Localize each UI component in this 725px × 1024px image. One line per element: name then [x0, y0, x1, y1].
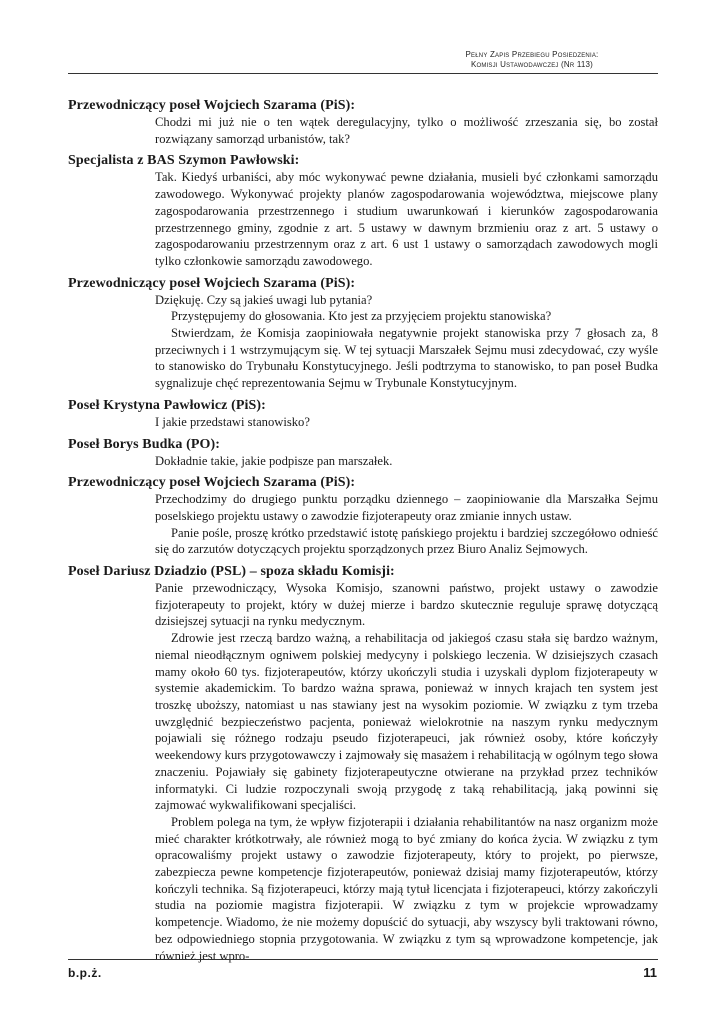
transcript-body	[68, 97, 658, 969]
speech-paragraph: Panie przewodniczący, Wysoka Komisjo, szanowni państwo, projekt ustawy o zawodzie fizjoterapeuty to projekt, który w dużej mierze i bardzo skutecznie reguluje sprawę dotyczącą dzisiejszej sytuacji na rynku medycznym.	[155, 581, 658, 629]
speaker-block	[68, 397, 658, 431]
speaker-name: Poseł Dariusz Dziadzio (PSL) – spoza składu Komisji:	[68, 564, 395, 580]
speech-paragraph: Przechodzimy do drugiego punktu porządku dziennego – zaopiniowanie dla Marszałka Sejmu poselskiego projektu ustawy o zawodzie fizjoterapeuty oraz zmianie innych ustaw.	[155, 492, 658, 523]
speech-paragraph: Panie pośle, proszę krótko przedstawić istotę pańskiego projektu i bardziej szczegółowo odnieść się do zarzutów dotyczących projektu sporządzonych przez Biuro Analiz Sejmowych.	[155, 525, 658, 557]
speech-paragraph: Chodzi mi już nie o ten wątek deregulacyjny, tylko o możliwość zrzeszania się, bo został rozwiązany samorząd urbanistów, tak?	[155, 115, 658, 146]
footer-divider	[68, 959, 658, 960]
speaker-name: Poseł Borys Budka (PO):	[68, 436, 221, 452]
header-title-line: Pełny Zapis Przebiegu Posiedzenia:	[465, 50, 599, 59]
header-committee-line: Komisji Ustawodawczej (Nr 113)	[470, 60, 594, 69]
speaker-name: Specjalista z BAS Szymon Pawłowski:	[68, 153, 300, 169]
speaker-name: Przewodniczący poseł Wojciech Szarama (PiS):	[68, 475, 356, 491]
page-header	[68, 50, 658, 70]
speech-paragraph: Zdrowie jest rzeczą bardzo ważną, a rehabilitacja od jakiegoś czasu stała się bardzo ważnym, niemal nieodłącznym ogniwem polskiej medycyny i polskiego leczenia. W dzisiejszych czasach mamy około 60 tys. fizjoterapeutów, którzy ukończyli studia i uzyskali dyplom fizjoterapeuty w systemie akademickim. To bardzo ważna sprawa, ponieważ w innych krajach ten system jest troszkę uboższy, natomiast u nas stawiany jest na wysokim poziomie. W związku z tym trzeba uwzględnić bezpieczeństwo pacjenta, ponieważ wielokrotnie na naszym rynku medycznym pojawiali się różnego rodzaju pseudo fizjoterapeuci, jak również osoby, które kończyły weekendowy kurs przygotowawczy i zajmowały się masażem i rehabilitacją w ogólnym tego słowa znaczeniu. Pojawiały się gabinety fizjoterapeutyczne otwierane na przykład przez techników informatyki. Ci ludzie rozpoczynali swoją przygodę z taką rehabilitacją, jaką powinni się zajmować wykwalifikowani specjaliści.	[155, 631, 658, 813]
speaker-block	[68, 275, 658, 392]
speaker-name: Poseł Krystyna Pawłowicz (PiS):	[68, 397, 266, 413]
speech	[155, 580, 658, 964]
page-number: 11	[643, 965, 657, 980]
speech-paragraph: I jakie przedstawi stanowisko?	[155, 414, 310, 429]
speech	[155, 491, 658, 558]
speaker-block	[68, 152, 658, 269]
footer-marker: b.p.ż.	[68, 966, 102, 980]
speech	[155, 169, 658, 269]
speech	[155, 114, 658, 147]
speech	[155, 292, 658, 392]
speech-paragraph: Stwierdzam, że Komisja zaopiniowała negatywnie projekt stanowiska przy 7 głosach za, 8 przeciwnych i 1 wstrzymującym się. W tej sytuacji Marszałek Sejmu musi zdecydować, czy wyśle to stanowisko do Trybunału Konstytucyjnego. Jeśli podtrzyma to stanowisko, to pan poseł Budka sygnalizuje chęć reprezentowania Sejmu w Trybunale Konstytucyjnym.	[155, 326, 658, 391]
speech-paragraph: Dokładnie takie, jakie podpisze pan marszałek.	[155, 453, 393, 468]
speaker-block	[68, 474, 658, 558]
speech-paragraph: Przystępujemy do głosowania. Kto jest za przyjęciem projektu stanowiska?	[171, 309, 552, 324]
speaker-block	[68, 436, 658, 470]
speaker-name: Przewodniczący poseł Wojciech Szarama (PiS):	[68, 275, 356, 291]
speech	[155, 414, 658, 431]
speech-paragraph: Dziękuję. Czy są jakieś uwagi lub pytania?	[155, 292, 373, 307]
speech-paragraph: Problem polega na tym, że wpływ fizjoterapii i działania rehabilitantów na nasz organizm może mieć charakter krótkotrwały, ale również mogą to być zmiany do końca życia. W związku z tym opracowaliśmy projekt ustawy o zawodzie fizjoterapeuty, który to projekt, po pierwsze, zabezpiecza pewne kompetencje fizjoterapeutów, ponieważ dzisiaj mamy fizjoterapeutów, którzy kończyli technika. Są fizjoterapeuci, którzy mają tytuł licencjata i fizjoterapeuci, którzy zakończyli studia na poziomie magistra fizjoterapii. W związku z tym w projekcie wprowadzamy kompetencje. Wiadomo, że nie możemy dopuścić do sytuacji, aby wszyscy byli traktowani równo, bez odpowiedniego stopnia przygotowania. W związku z tym są wprowadzone kompetencje, jak również jest wpro-	[155, 814, 658, 963]
speaker-block	[68, 563, 658, 964]
speech-paragraph: Tak. Kiedyś urbaniści, aby móc wykonywać pewne działania, musieli być członkami samorządu zawodowego. Wykonywać projekty planów zagospodarowania województwa, miejscowe plany zagospodarowania przestrzennego i studium uwarunkowań i kierunków zagospodarowania przestrzennego gminy, zgodnie z art. 5 ustawy w dawnym brzmieniu oraz z art. 5 ustawy o zagospodarowaniu przestrzennym oraz z art. 6 ust 1 ustawy o samorządach zawodowych mogli tylko członkowie samorządu zawodowego.	[155, 170, 658, 268]
header-divider	[68, 73, 658, 74]
speaker-name: Przewodniczący poseł Wojciech Szarama (PiS):	[68, 98, 356, 113]
speaker-block	[68, 97, 658, 147]
speech	[155, 453, 658, 470]
